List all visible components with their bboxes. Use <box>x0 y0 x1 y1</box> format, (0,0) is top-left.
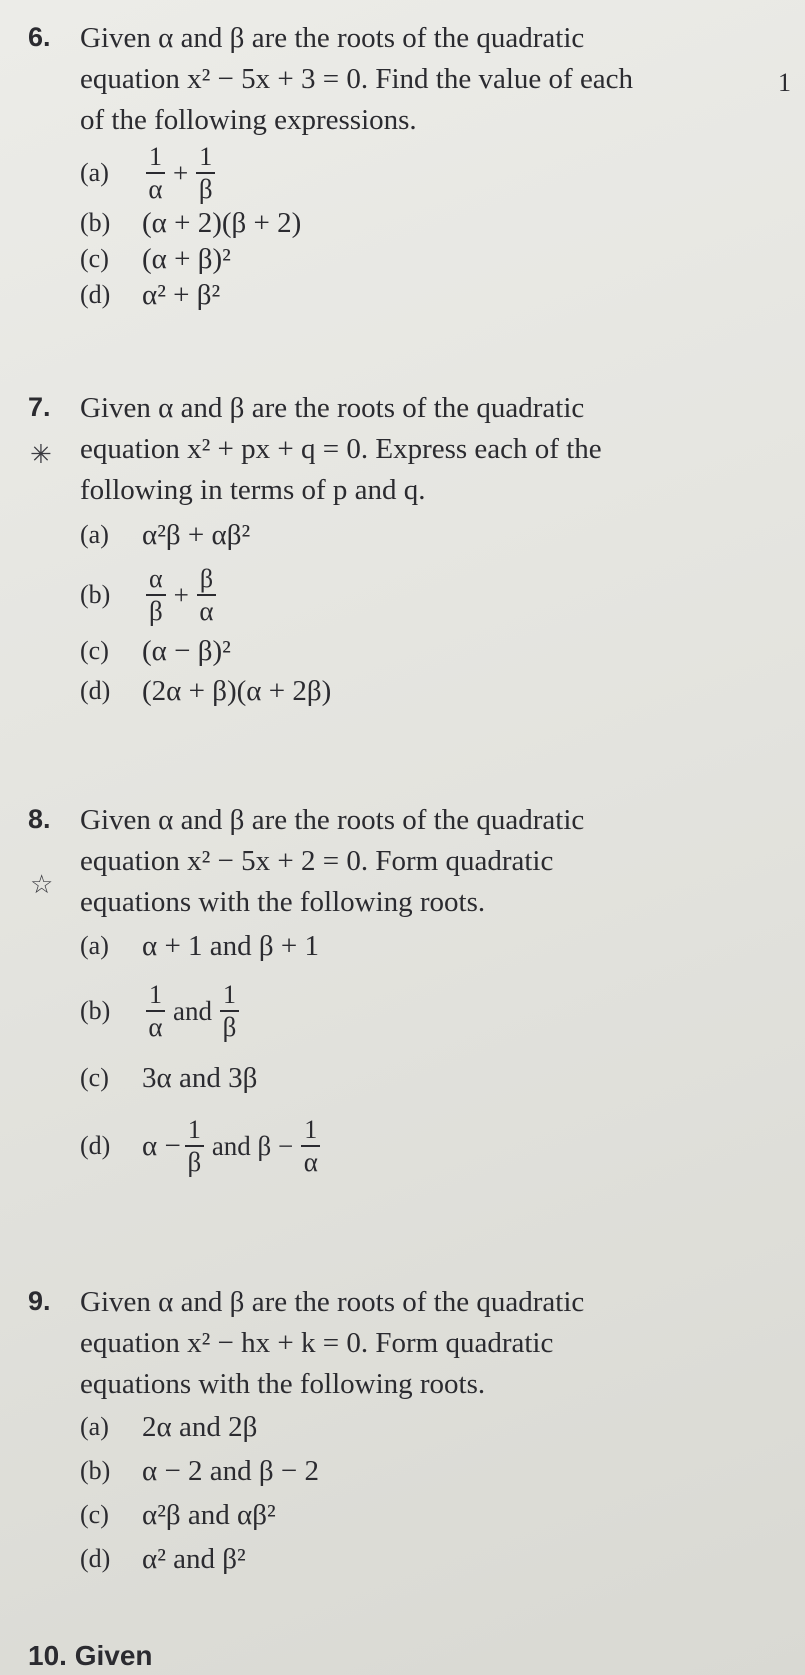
problem-statement <box>80 388 795 511</box>
part-label: (b) <box>80 1456 111 1485</box>
part-d <box>80 1537 795 1581</box>
operator: + <box>173 157 189 188</box>
part-label: (d) <box>80 676 111 705</box>
part-expression: α² + β² <box>142 278 221 311</box>
part-label: (c) <box>80 1063 109 1092</box>
part-label: (a) <box>80 1412 109 1441</box>
denominator: α <box>148 173 163 204</box>
fraction <box>197 563 216 626</box>
statement-line: equation x² − 5x + 2 = 0. Form quadratic <box>80 845 554 877</box>
part-d <box>80 671 795 711</box>
part-b <box>80 1449 795 1493</box>
numerator: 1 <box>301 1117 320 1147</box>
part-a <box>80 1405 795 1449</box>
denominator: β <box>222 1011 237 1042</box>
denominator: α <box>148 1011 163 1042</box>
problem-7 <box>28 388 795 711</box>
part-label: (c) <box>80 244 109 273</box>
part-d <box>80 277 795 313</box>
denominator: α <box>303 1146 318 1177</box>
part-expression: (2α + β)(α + 2β) <box>142 674 332 707</box>
connector-text: and <box>173 995 212 1026</box>
numerator: 1 <box>185 1117 204 1147</box>
part-a <box>80 511 795 559</box>
part-expression: (α + β)² <box>142 242 231 275</box>
part-expression: α + 1 and β + 1 <box>142 929 320 962</box>
numerator: 1 <box>146 982 165 1012</box>
margin-page-number: 1 <box>778 68 791 97</box>
statement-line: of the following expressions. <box>80 104 417 136</box>
part-b <box>80 969 795 1053</box>
problem-number: 8. <box>28 804 51 834</box>
part-label: (c) <box>80 636 109 665</box>
numerator: 1 <box>196 144 215 174</box>
part-label: (a) <box>80 158 109 187</box>
part-expression: α² and β² <box>142 1542 246 1575</box>
part-c <box>80 1493 795 1537</box>
problem-9 <box>28 1282 795 1581</box>
parts-list <box>80 1405 795 1581</box>
problem-8 <box>28 800 795 1189</box>
denominator: β <box>148 595 163 626</box>
statement-line: Given α and β are the roots of the quadratic <box>80 22 585 54</box>
problem-statement <box>80 18 795 141</box>
parts-list <box>80 141 795 313</box>
part-a <box>80 923 795 969</box>
part-label: (d) <box>80 1544 111 1573</box>
part-label: (d) <box>80 1131 111 1160</box>
handwritten-mark: ☆ <box>30 870 54 900</box>
next-problem-cutoff: 10. Given <box>28 1640 153 1671</box>
part-label: (b) <box>80 580 111 609</box>
part-c <box>80 1053 795 1103</box>
parts-list <box>80 923 795 1189</box>
part-expression: α²β and αβ² <box>142 1498 276 1531</box>
denominator: β <box>198 173 213 204</box>
denominator: β <box>187 1146 202 1177</box>
statement-line: Given α and β are the roots of the quadratic <box>80 804 585 836</box>
part-expression: (α − β)² <box>142 634 231 667</box>
fraction <box>220 979 239 1042</box>
statement-line: equations with the following roots. <box>80 886 486 918</box>
fraction <box>301 1114 320 1177</box>
fraction <box>185 1114 204 1177</box>
part-label: (c) <box>80 1500 109 1529</box>
part-expression: (α + 2)(β + 2) <box>142 206 302 239</box>
fraction <box>146 979 165 1042</box>
denominator: α <box>199 595 214 626</box>
part-expression: 3α and 3β <box>142 1061 258 1094</box>
numerator: α <box>146 566 166 596</box>
fraction <box>196 141 215 204</box>
problem-number: 7. <box>28 392 51 422</box>
numerator: β <box>197 566 216 596</box>
statement-line: equation x² + px + q = 0. Express each of the <box>80 433 602 465</box>
fraction <box>146 563 166 626</box>
statement-line: Given α and β are the roots of the quadratic <box>80 1286 585 1318</box>
connector-text: and β − <box>211 1130 294 1161</box>
part-label: (d) <box>80 280 111 309</box>
numerator: 1 <box>220 982 239 1012</box>
part-a <box>80 141 795 205</box>
part-label: (b) <box>80 208 111 237</box>
part-expression: 2α and 2β <box>142 1410 258 1443</box>
fraction <box>146 141 165 204</box>
part-d <box>80 1103 795 1189</box>
part-c <box>80 241 795 277</box>
handwritten-star-mark: ✳ <box>30 440 52 470</box>
part-label: (b) <box>80 996 111 1025</box>
problem-number: 6. <box>28 22 51 52</box>
statement-line: following in terms of p and q. <box>80 474 426 506</box>
part-expression: α²β + αβ² <box>142 518 251 551</box>
part-expression: α − 2 and β − 2 <box>142 1454 320 1487</box>
problem-statement <box>80 1282 795 1405</box>
statement-line: equations with the following roots. <box>80 1368 486 1400</box>
problem-6 <box>28 18 795 313</box>
problem-number: 9. <box>28 1286 51 1316</box>
statement-line: Given α and β are the roots of the quadratic <box>80 392 585 424</box>
operator: + <box>173 579 189 610</box>
statement-line: equation x² − 5x + 3 = 0. Find the value of each <box>80 63 634 95</box>
part-label: (a) <box>80 931 109 960</box>
problem-statement <box>80 800 795 923</box>
part-label: (a) <box>80 520 109 549</box>
part-b <box>80 205 795 241</box>
part-b <box>80 559 795 631</box>
parts-list <box>80 511 795 711</box>
part-c <box>80 631 795 671</box>
statement-line: equation x² − hx + k = 0. Form quadratic <box>80 1327 554 1359</box>
part-expression: α − <box>142 1129 181 1162</box>
numerator: 1 <box>146 144 165 174</box>
